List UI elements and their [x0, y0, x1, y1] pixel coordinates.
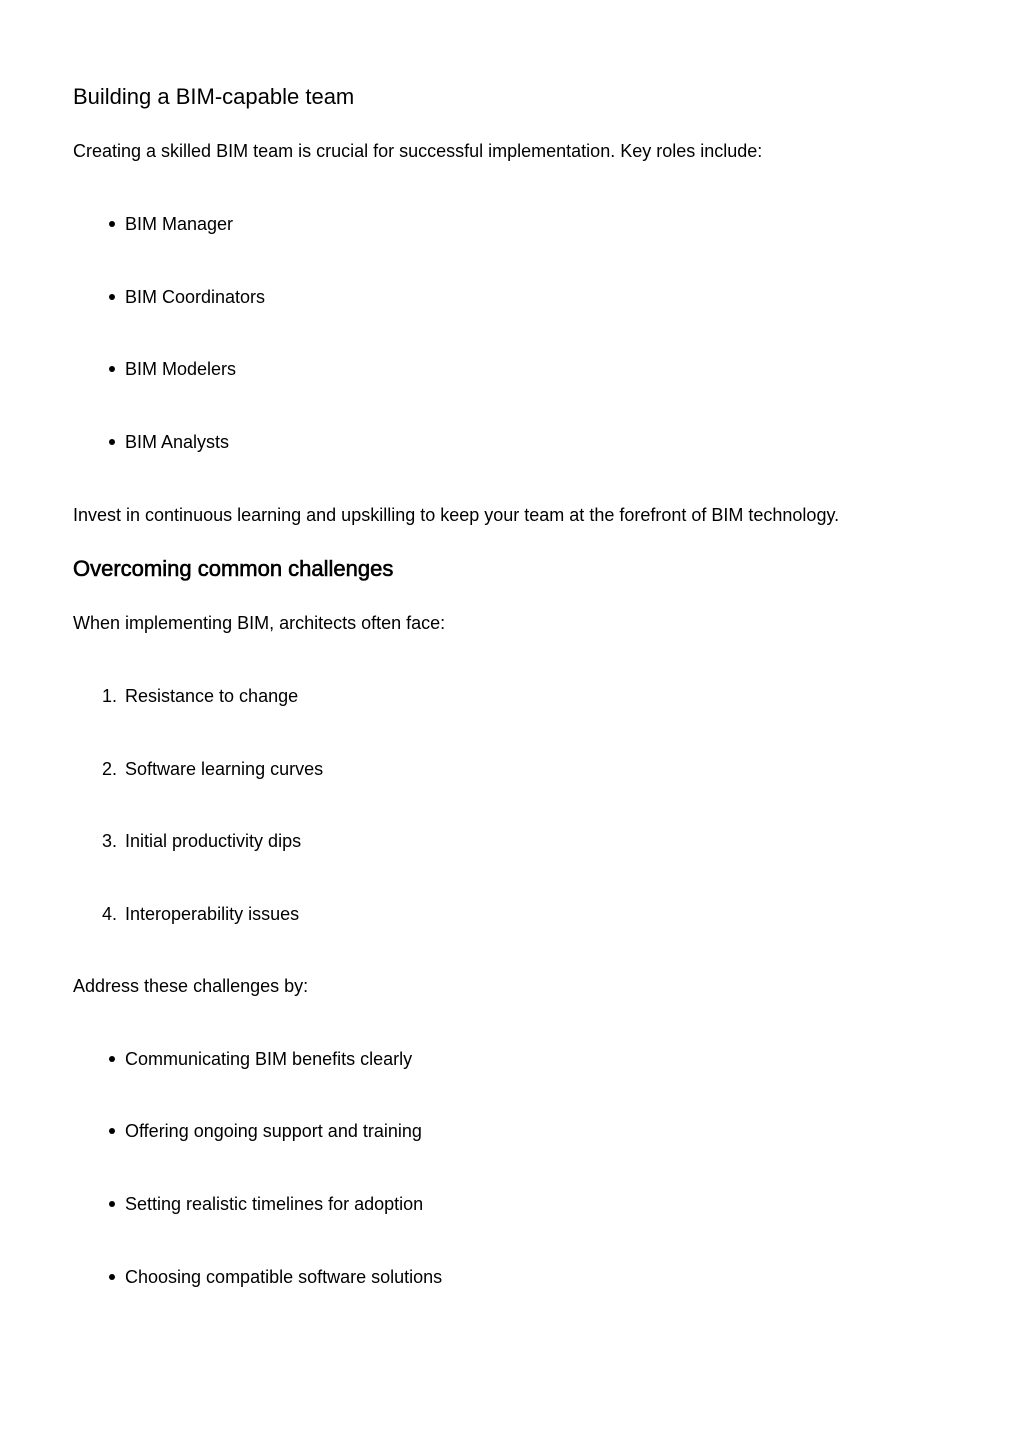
- list-item-label: BIM Manager: [125, 214, 234, 234]
- address-intro-paragraph: Address these challenges by:: [73, 976, 309, 996]
- list-item-label: Software learning curves: [125, 759, 324, 779]
- list-item-label: Choosing compatible software solutions: [125, 1267, 443, 1287]
- team-intro-paragraph: Creating a skilled BIM team is crucial for successful implementation. Key roles include:: [73, 141, 763, 161]
- section-heading-team: Building a BIM-capable team: [73, 84, 355, 109]
- list-item-label: Communicating BIM benefits clearly: [125, 1049, 413, 1069]
- bullet-icon: [109, 221, 115, 227]
- list-item-label: BIM Modelers: [125, 359, 237, 379]
- list-item-label: Resistance to change: [125, 686, 299, 706]
- challenges-intro-paragraph: When implementing BIM, architects often face:: [73, 613, 446, 633]
- list-item-label: Offering ongoing support and training: [125, 1121, 422, 1141]
- list-item-label: BIM Analysts: [125, 432, 230, 452]
- list-marker: 1.: [101, 686, 117, 706]
- bullet-icon: [109, 366, 115, 372]
- team-closing-paragraph: Invest in continuous learning and upskilling to keep your team at the forefront of BIM technology.: [73, 505, 840, 525]
- bullet-icon: [109, 294, 115, 300]
- bullet-icon: [109, 1056, 115, 1062]
- list-item-label: Initial productivity dips: [125, 831, 302, 851]
- bullet-icon: [109, 1128, 115, 1134]
- list-item-label: Interoperability issues: [125, 904, 300, 924]
- bullet-icon: [109, 1201, 115, 1207]
- section-heading-challenges: Overcoming common challenges: [73, 556, 394, 581]
- list-item-label: Setting realistic timelines for adoption: [125, 1194, 424, 1214]
- list-marker: 2.: [101, 759, 117, 779]
- bullet-icon: [109, 439, 115, 445]
- list-marker: 4.: [101, 904, 117, 924]
- list-marker: 3.: [101, 831, 117, 851]
- bullet-icon: [109, 1274, 115, 1280]
- list-item-label: BIM Coordinators: [125, 287, 266, 307]
